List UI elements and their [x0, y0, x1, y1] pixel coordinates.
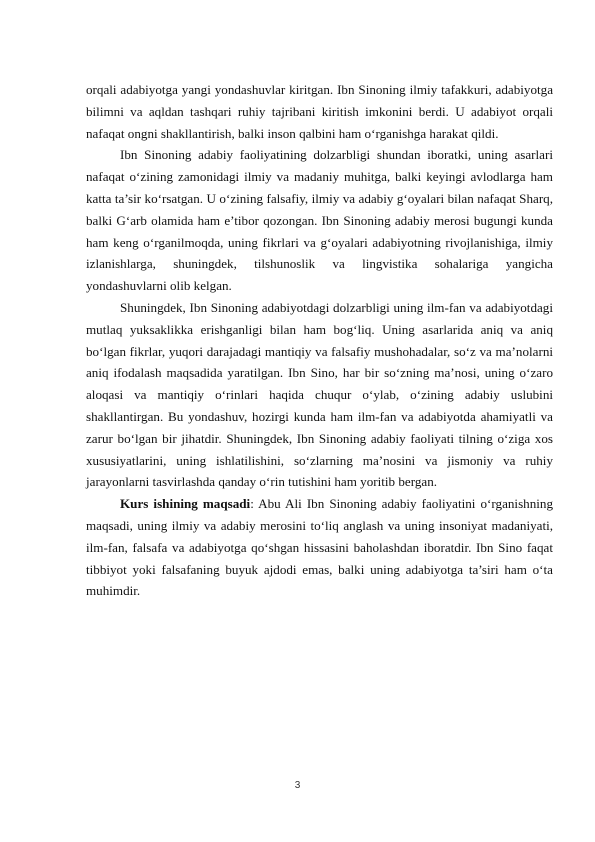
- paragraph-significance: Shuningdek, Ibn Sinoning adabiyotdagi dolzarbligi uning ilm-fan va adabiyotdagi mutlaq yuksaklikka erishganligi bilan ham bog‘liq. Uning asarlarida aniq va aniq bo‘lgan fikrlar, yuqori darajadagi mantiqiy va falsafiy mushohadalar, so‘z va ma’nolarni aniq ifodalash maqsadida yaratilgan. Ibn Sino, har bir so‘zning ma’nosi, uning o‘zaro aloqasi va mantiqiy o‘rinlari haqida chuqur o‘ylab, o‘zining adabiy uslubini shakllantirgan. Bu yondashuv, hozirgi kunda ham ilm-fan va adabiyotda ahamiyatli va zarur bo‘lgan bir jihatdir. Shuningdek, Ibn Sinoning adabiy faoliyati tilning o‘ziga xos xususiyatlarini, uning ishlatilishini, so‘zlarning ma’nosini va jismoniy va ruhiy jarayonlarni tasvirlashda qanday o‘rin tutishini ham yoritib bergan.: [86, 299, 553, 490]
- page-number: 3: [294, 780, 301, 791]
- goal-label: Kurs ishining maqsadi: [120, 496, 251, 512]
- paragraph-goal: [86, 493, 553, 602]
- paragraph-continuation: orqali adabiyotga yangi yondashuvlar kiritgan. Ibn Sinoning ilmiy tafakkuri, adabiyotga bilimni va aqldan tashqari ruhiy tajribani kiritish imkonini berdi. U adabiyot orqali nafaqat ongni shakllantirish, balki inson qalbini ham o‘rganishga harakat qildi.: [86, 82, 553, 141]
- document-page: [86, 79, 553, 602]
- paragraph-relevance: Ibn Sinoning adabiy faoliyatining dolzarbligi shundan iboratki, uning asarlari nafaqat o‘zining zamonidagi ilmiy va madaniy muhitga, balki keyingi avlodlarga ham katta ta’sir ko‘rsatgan. U o‘zining falsafiy, ilmiy va adabiy g‘oyalari bilan nafaqat Sharq, balki G‘arb olamida ham e’tibor qozongan. Ibn Sinoning adabiy merosi bugungi kunda ham keng o‘rganilmoqda, uning fikrlari va g‘oyalari adabiyotning rivojlanishiga, ilmiy izlanishlarga, shuningdek, tilshunoslik va lingvistika sohalariga yangicha yondashuvlarni olib kelgan.: [86, 147, 553, 294]
- goal-text: Abu Ali Ibn Sinoning adabiy faoliyatini o‘rganishning maqsadi, uning ilmiy va adabiy merosini to‘liq anglash va uning insoniyat madaniyati, ilm-fan, falsafa va adabiyotga qo‘shgan hissasini baholashdan iboratdir. Ibn Sino faqat tibbiyot yoki falsafaning buyuk ajdodi emas, balki uning adabiyotga ta’siri ham o‘ta muhimdir.: [86, 496, 553, 599]
- goal-separator: :: [250, 496, 254, 512]
